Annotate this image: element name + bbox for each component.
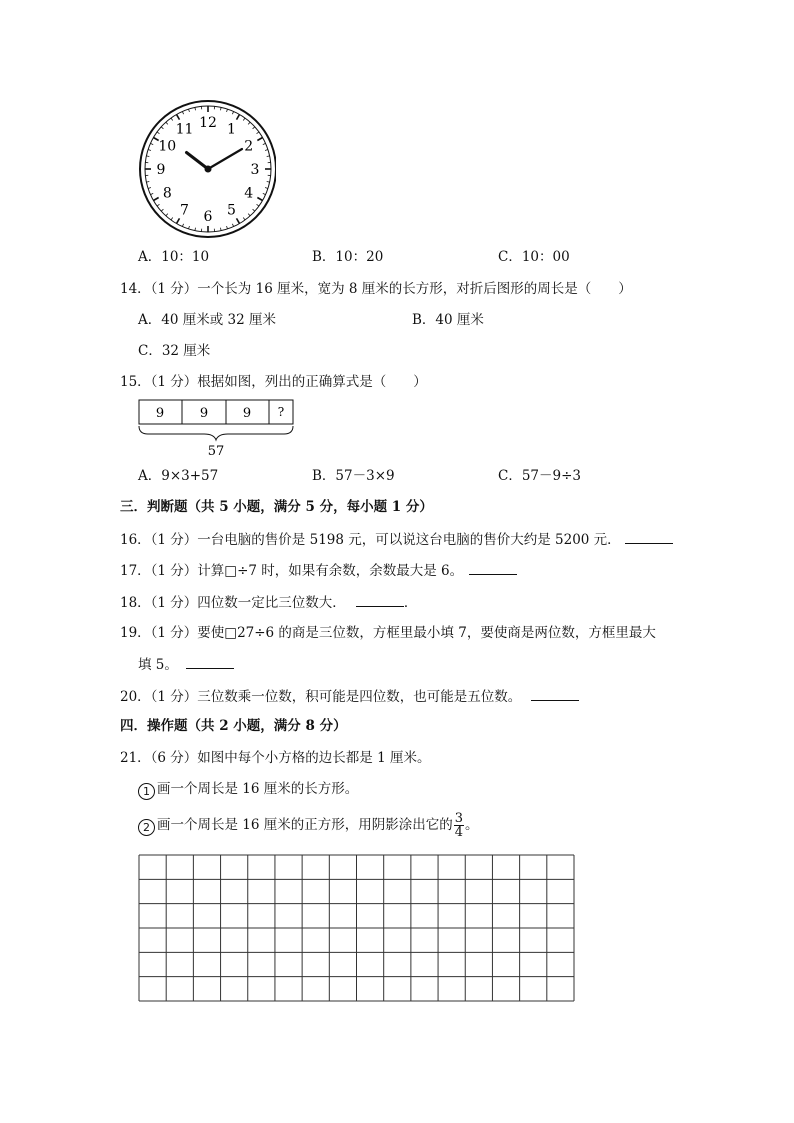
q16-answer-blank[interactable] — [625, 529, 673, 544]
clock-tick — [146, 156, 149, 157]
clock-tick — [195, 107, 196, 110]
q13-option-c: C．10：00 — [498, 249, 570, 265]
clock-tick — [157, 132, 159, 134]
grid-lines — [139, 855, 574, 1001]
clock-tick — [148, 150, 151, 151]
q20-question — [120, 686, 579, 707]
clock-hour-hand — [187, 153, 209, 170]
q14-option-a: A．40 厘米或 32 厘米 — [138, 312, 276, 328]
clock-number: 5 — [227, 202, 236, 219]
q17-text: 17．（1 分）计算□÷7 时，如果有余数，余数最大是 6。 — [120, 563, 464, 579]
q20-text: 20．（1 分）三位数乘一位数，积可能是四位数，也可能是五位数。 — [120, 689, 522, 705]
q21-sub1-mark: 1 — [138, 783, 155, 800]
q15-question: 15．（1 分）根据如图，列出的正确算式是（ ） — [120, 374, 427, 390]
clock-tick — [248, 122, 250, 124]
clock-tick — [153, 198, 158, 201]
q21-question: 21．（6 分）如图中每个小方格的边长都是 1 厘米。 — [120, 750, 431, 766]
clock-tick — [150, 193, 153, 194]
q18-tail: ． — [403, 595, 418, 611]
q21-sub1-text: 画一个周长是 16 厘米的长方形。 — [157, 781, 359, 797]
clock-tick — [146, 181, 149, 182]
clock-tick — [157, 204, 159, 206]
q20-answer-blank[interactable] — [531, 686, 579, 701]
clock-tick — [150, 143, 153, 144]
clock-number: 12 — [199, 115, 217, 131]
section-3-title: 三．判断题（共 5 小题，满分 5 分，每小题 1 分） — [120, 499, 433, 515]
q15-box-value: 9 — [242, 406, 252, 421]
clock-tick — [263, 193, 266, 194]
q18-answer-blank[interactable] — [356, 592, 404, 607]
clock-tick — [171, 218, 173, 220]
q13-option-b: B．10：20 — [312, 249, 384, 265]
q18-text: 18．（1 分）四位数一定比三位数大． — [120, 595, 346, 611]
clock-number: 2 — [244, 138, 254, 155]
clock-tick — [189, 226, 190, 229]
section-4-title: 四．操作题（共 2 小题，满分 8 分） — [120, 718, 347, 734]
clock-tick — [195, 228, 196, 231]
clock-tick — [257, 204, 259, 206]
clock-number: 6 — [203, 209, 213, 225]
clock-tick — [177, 114, 180, 119]
fraction-numerator: 3 — [454, 811, 464, 826]
q15-box-unknown: ? — [277, 405, 285, 419]
clock-tick — [265, 150, 268, 151]
clock-tick — [177, 218, 180, 223]
clock-number: 9 — [156, 162, 166, 178]
clock-number: 11 — [175, 121, 194, 138]
clock-tick — [237, 114, 240, 119]
q15-diagram — [136, 398, 298, 460]
q21-grid[interactable] — [138, 854, 575, 1002]
clock-tick — [265, 188, 268, 189]
q21-sub2-end: 。 — [465, 817, 479, 833]
q15-option-c: C．57－9÷3 — [498, 468, 581, 484]
clock-tick — [253, 127, 255, 129]
clock-number: 8 — [162, 185, 172, 202]
q21-sub1 — [138, 779, 358, 800]
clock-tick — [257, 132, 259, 134]
q21-sub2 — [138, 810, 479, 840]
clock-center — [205, 166, 212, 173]
clock-tick — [161, 127, 163, 129]
clock-number: 3 — [250, 162, 260, 178]
clock-tick — [243, 118, 245, 120]
clock-tick — [243, 218, 245, 220]
clock-tick — [232, 111, 233, 114]
q14-option-b: B．40 厘米 — [412, 312, 484, 328]
clock-tick — [166, 214, 168, 216]
q15-box-value: 9 — [199, 406, 209, 421]
q19-question-line2 — [138, 654, 234, 675]
q16-question — [120, 529, 673, 550]
clock-number: 1 — [227, 121, 236, 138]
fraction-denominator: 4 — [454, 825, 464, 840]
q21-sub2-mark: 2 — [138, 819, 155, 836]
clock-tick — [182, 224, 183, 227]
clock-tick — [232, 224, 233, 227]
q21-fraction — [454, 812, 464, 839]
q19-answer-blank[interactable] — [186, 654, 234, 669]
clock-tick — [189, 109, 190, 112]
q13-option-a: A．10：10 — [138, 249, 210, 265]
clock-tick — [257, 198, 262, 201]
q14-question: 14．（1 分）一个长为 16 厘米，宽为 8 厘米的长方形，对折后图形的周长是（ ） — [120, 281, 632, 297]
clock-tick — [237, 218, 240, 223]
clock-figure — [136, 100, 276, 240]
clock-tick — [171, 118, 173, 120]
clock-tick — [161, 209, 163, 211]
clock-tick — [220, 107, 221, 110]
clock-tick — [267, 156, 270, 157]
clock-tick — [267, 181, 270, 182]
clock-tick — [220, 228, 221, 231]
clock-tick — [257, 138, 262, 141]
q14-option-c: C．32 厘米 — [138, 343, 211, 359]
clock-number: 7 — [180, 202, 189, 219]
q15-box-value: 9 — [155, 406, 165, 421]
clock-number: 10 — [158, 138, 177, 155]
clock-tick — [166, 122, 168, 124]
clock-number: 4 — [244, 185, 254, 202]
clock-tick — [227, 226, 228, 229]
q17-answer-blank[interactable] — [469, 560, 517, 575]
q15-option-a: A．9×3+57 — [138, 468, 219, 484]
clock-tick — [248, 214, 250, 216]
q18-question — [120, 592, 417, 613]
clock-tick — [263, 143, 266, 144]
q19-question-line1: 19．（1 分）要使□27÷6 的商是三位数，方框里最小填 7，要使商是两位数，方框里最大 — [120, 625, 656, 641]
q15-brace — [139, 426, 293, 440]
q17-question — [120, 560, 517, 581]
clock-minute-hand — [208, 149, 242, 169]
q15-option-b: B．57－3×9 — [312, 468, 395, 484]
q19-text: 填 5。 — [138, 657, 178, 673]
clock-tick — [227, 109, 228, 112]
q21-sub2-text: 画一个周长是 16 厘米的正方形，用阴影涂出它的 — [157, 817, 453, 833]
q15-total: 57 — [207, 444, 225, 459]
clock-tick — [253, 209, 255, 211]
q16-text: 16．（1 分）一台电脑的售价是 5198 元，可以说这台电脑的售价大约是 5200 元． — [120, 532, 621, 548]
clock-tick — [182, 111, 183, 114]
clock-tick — [148, 188, 151, 189]
